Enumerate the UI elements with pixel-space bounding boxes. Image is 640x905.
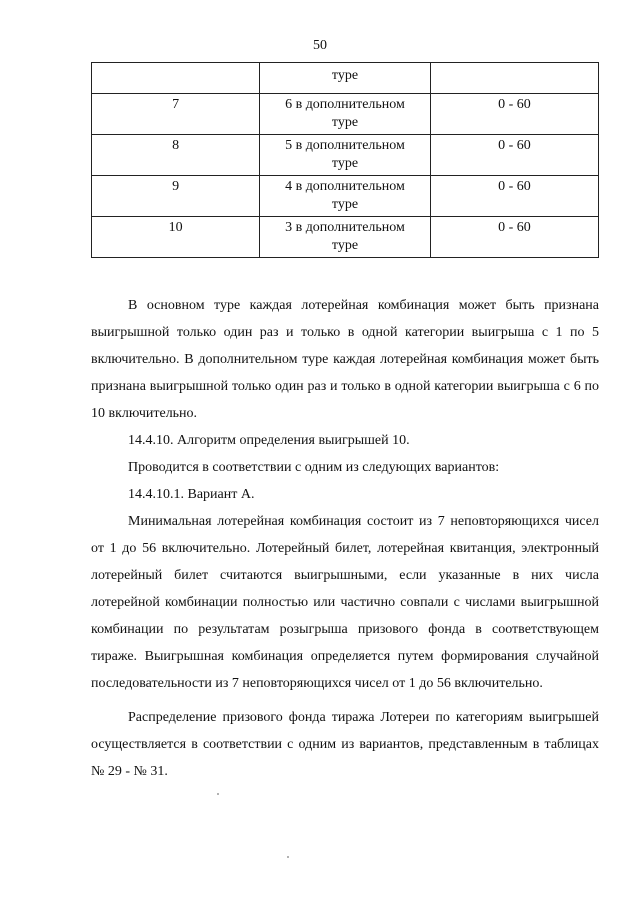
paragraph-section-heading: 14.4.10. Алгоритм определения выигрышей 10. xyxy=(128,433,410,448)
paragraph-variant-heading: 14.4.10.1. Вариант А. xyxy=(128,487,255,502)
description-line: 5 в дополнительном xyxy=(285,138,405,153)
description-cell xyxy=(260,94,431,135)
description-line: туре xyxy=(331,115,359,130)
table-row xyxy=(92,135,599,176)
table-row xyxy=(92,217,599,258)
body-text xyxy=(91,292,599,785)
description-line: 6 в дополнительном xyxy=(285,97,405,112)
page-number: 50 xyxy=(313,38,327,53)
description-line: 3 в дополнительном xyxy=(285,220,405,235)
category-cell: 8 xyxy=(92,135,260,176)
share-cell: 0 - 60 xyxy=(430,135,598,176)
description-cell xyxy=(260,176,431,217)
scan-speck xyxy=(287,856,289,858)
category-cell: 7 xyxy=(92,94,260,135)
paragraph-variants-intro: Проводится в соответствии с одним из следующих вариантов: xyxy=(128,460,500,475)
category-cell xyxy=(92,63,260,94)
description-cell xyxy=(260,217,431,258)
category-cell: 10 xyxy=(92,217,260,258)
category-cell: 9 xyxy=(92,176,260,217)
paragraph-main-tour-rule: В основном туре каждая лотерейная комбинация может быть признана выигрышной только один раз и только в одной категории выигрыша с 1 по 5 включительно. В дополнительном туре каждая лотерейная комбинация может быть признана выигрышной только один раз и только в одной категории выигрыша с 6 по 10 включительно. xyxy=(91,298,599,421)
description-line: 4 в дополнительном xyxy=(285,179,405,194)
paragraph-prize-distribution: Распределение призового фонда тиража Лотереи по категориям выигрышей осуществляется в соответствии с одним из вариантов, представленным в таблицах № 29 - № 31. xyxy=(91,710,599,779)
table-row xyxy=(92,94,599,135)
paragraph-variant-a-description: Минимальная лотерейная комбинация состоит из 7 неповторяющихся чисел от 1 до 56 включительно. Лотерейный билет, лотерейная квитанция, электронный лотерейный билет считаются выигрышными, если указанные в них числа лотерейной комбинации полностью или частично совпали с числами выигрышной комбинации по результатам розыгрыша призового фонда в соответствующем тираже. Выигрышная комбинация определяется путем формирования случайной последовательности из 7 неповторяющихся чисел от 1 до 56 включительно. xyxy=(91,514,599,691)
description-cell xyxy=(260,135,431,176)
share-cell xyxy=(430,63,598,94)
description-line: туре xyxy=(331,197,359,212)
table-row xyxy=(92,176,599,217)
description-line: туре xyxy=(331,238,359,253)
share-cell: 0 - 60 xyxy=(430,94,598,135)
scan-speck xyxy=(217,793,219,795)
share-cell: 0 - 60 xyxy=(430,217,598,258)
description-cell: туре xyxy=(260,63,431,94)
prize-categories-table xyxy=(91,62,599,258)
description-line: туре xyxy=(331,156,359,171)
table-row xyxy=(92,63,599,94)
share-cell: 0 - 60 xyxy=(430,176,598,217)
